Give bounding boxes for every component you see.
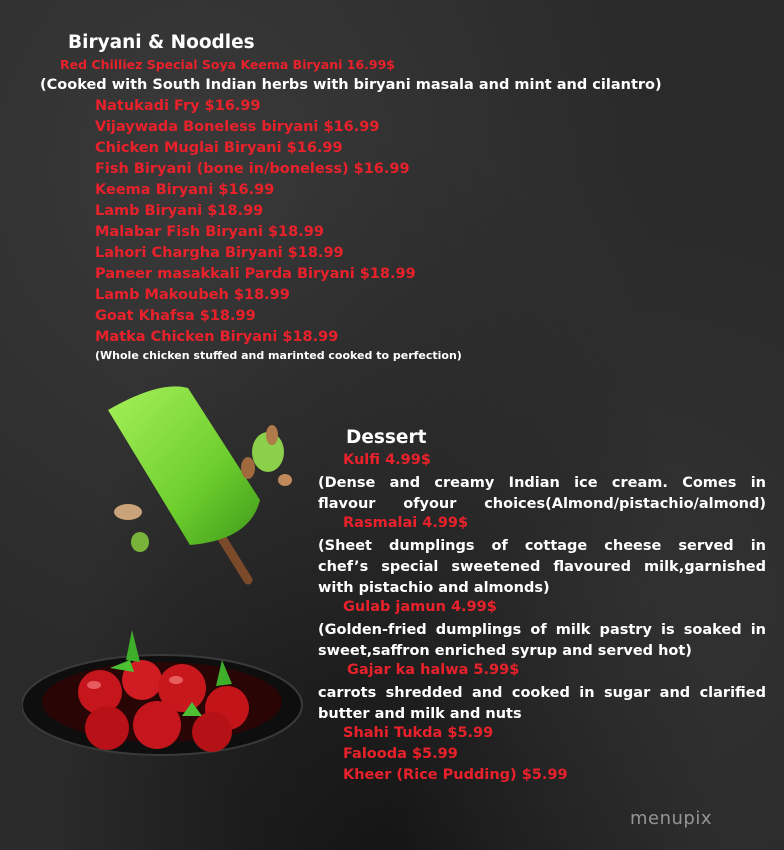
menu-item: Lamb Makoubeh $18.99 <box>95 287 290 303</box>
menu-item: Falooda $5.99 <box>343 746 458 762</box>
special-item-description: (Cooked with South Indian herbs with biryani masala and mint and cilantro) <box>40 77 662 93</box>
menu-item: Lamb Biryani $18.99 <box>95 203 264 219</box>
dessert-heading: Dessert <box>346 427 427 448</box>
menu-item: Malabar Fish Biryani $18.99 <box>95 224 324 240</box>
menu-item: Kulfi 4.99$ <box>343 452 431 468</box>
biryani-heading: Biryani & Noodles <box>68 32 255 53</box>
menu-item: Fish Biryani (bone in/boneless) $16.99 <box>95 161 410 177</box>
item-description: carrots shredded and cooked in sugar and clarified <box>318 685 766 701</box>
item-description: (Golden-fried dumplings of milk pastry is soaked in <box>318 622 766 638</box>
item-description: sweet,saffron enriched syrup and served hot) <box>318 643 692 659</box>
menu-item: Chicken Muglai Biryani $16.99 <box>95 140 343 156</box>
item-description: (Sheet dumplings of cottage cheese served in <box>318 538 766 554</box>
item-description: (Dense and creamy Indian ice cream. Comes in <box>318 475 766 491</box>
menu-item: Rasmalai 4.99$ <box>343 515 469 531</box>
kulfi-image <box>100 380 300 590</box>
menu-item: Gajar ka halwa 5.99$ <box>347 662 520 678</box>
menu-item: Lahori Chargha Biryani $18.99 <box>95 245 344 261</box>
matka-note: (Whole chicken stuffed and marinted cooked to perfection) <box>95 349 462 362</box>
menu-item: Gulab jamun 4.99$ <box>343 599 497 615</box>
special-item: Red Chilliez Special Soya Keema Biryani 16.99$ <box>60 57 396 72</box>
menu-item: Keema Biryani $16.99 <box>95 182 275 198</box>
menu-item: Paneer masakkali Parda Biryani $18.99 <box>95 266 416 282</box>
menupix-watermark: menupix <box>630 808 713 829</box>
item-description: butter and milk and nuts <box>318 706 522 722</box>
menu-item: Kheer (Rice Pudding) $5.99 <box>343 767 568 783</box>
menu-item: Natukadi Fry $16.99 <box>95 98 261 114</box>
menu-item: Matka Chicken Biryani $18.99 <box>95 329 339 345</box>
item-description: flavour ofyour choices(Almond/pistachio/almond) <box>318 496 766 512</box>
item-description: with pistachio and almonds) <box>318 580 550 596</box>
menu-item: Vijaywada Boneless biryani $16.99 <box>95 119 380 135</box>
menu-item: Shahi Tukda $5.99 <box>343 725 494 741</box>
gulab-jamun-image <box>22 620 307 770</box>
menu-item: Goat Khafsa $18.99 <box>95 308 256 324</box>
item-description: chef’s special sweetened flavoured milk,garnished <box>318 559 766 575</box>
